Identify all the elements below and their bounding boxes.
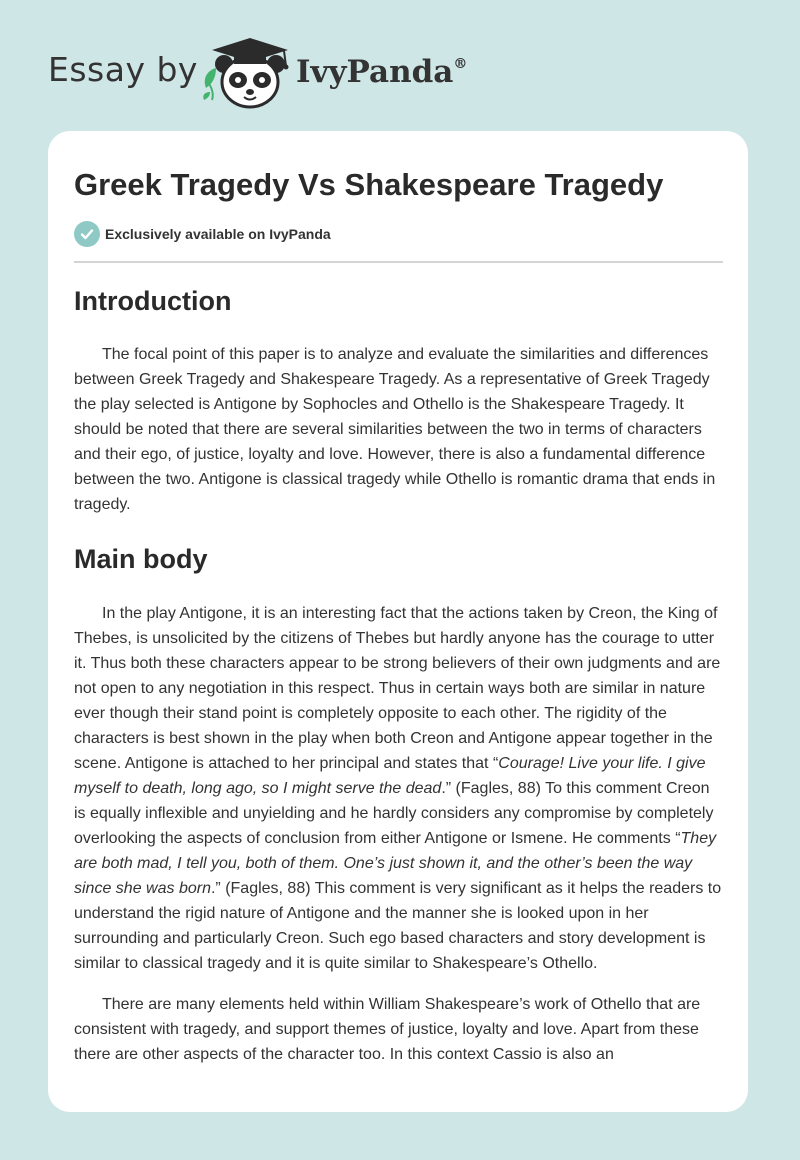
site-header — [0, 0, 800, 120]
badge-text: Exclusively available on IvyPanda — [105, 226, 331, 242]
page-title: Greek Tragedy Vs Shakespeare Tragedy — [74, 167, 664, 202]
registered-mark: ® — [453, 56, 468, 72]
essay-card — [48, 131, 748, 1112]
main-paragraph-1: In the play Antigone, it is an interesting fact that the actions taken by Creon, the King of Thebes, is unsolicited by the citizens of Thebes but hardly anyone has the courage to utter it. Thus both these characters appear to be strong believers of their own judgments and are not open to any negotiation in this respect. Thus in certain ways both are similar in nature ever though their stand point is completely opposite to each other. The rigidity of the characters is best shown in the play when both Creon and Antigone appear together in the scene. Antigone is attached to her principal and states that “Courage! Live your life. I give myself to death, long ago, so I might serve the dead.” (Fagles, 88) To this comment Creon is equally inflexible and unyielding and he hardly considers any compromise by completely overlooking the aspects of conclusion from either Antigone or Ismene. He comments “They are both mad, I tell you, both of them. One’s just shown it, and the other’s been the way since she was born.” (Fagles, 88) This comment is very significant as it helps the readers to understand the rigid nature of Antigone and the manner she is looked upon in her surrounding and particularly Creon. Such ego based characters and story development is similar to classical tragedy and it is quite similar to Shakespeare’s Othello. — [74, 605, 722, 972]
brand-prefix: Essay by — [48, 50, 198, 89]
intro-paragraph: The focal point of this paper is to analyze and evaluate the similarities and differences between Greek Tragedy and Shakespeare Tragedy. As a representative of Greek Tragedy the play selected is Antigone by Sophocles and Othello is the Shakespeare Tragedy. It should be noted that there are several similarities between the two in terms of characters and their ego, of justice, loyalty and love. However, there is also a fundamental difference between the two. Antigone is classical tragedy while Othello is romantic drama that ends in tragedy. — [74, 346, 716, 513]
essay-content — [74, 282, 724, 1067]
panda-logo-icon[interactable] — [200, 34, 296, 110]
section-heading-introduction: Introduction — [74, 286, 232, 316]
brand-name[interactable]: IvyPanda® — [296, 54, 468, 90]
check-icon — [74, 221, 100, 247]
section-heading-main-body: Main body — [74, 544, 208, 574]
divider — [74, 261, 723, 263]
quote-creon: They are both mad, I tell you, both of them. One’s just shown it, and the other’s been the way since she was born — [74, 830, 717, 897]
quote-antigone: Courage! Live your life. I give myself to death, long ago, so I might serve the dead — [74, 755, 706, 797]
main-paragraph-2: There are many elements held within William Shakespeare’s work of Othello that are consistent with tragedy, and support themes of justice, loyalty and love. Apart from these there are other aspects of the character too. In this context Cassio is also an — [74, 996, 701, 1063]
exclusive-badge — [74, 221, 331, 247]
